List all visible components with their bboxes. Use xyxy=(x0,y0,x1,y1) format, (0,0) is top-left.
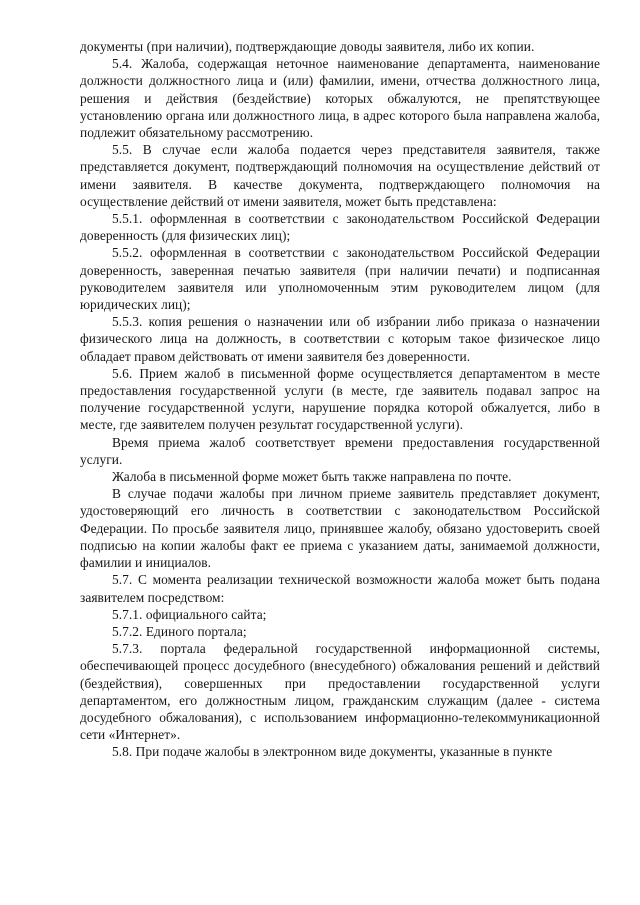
paragraph-postal: Жалоба в письменной форме может быть также направлена по почте. xyxy=(112,469,512,485)
paragraph-5-8: 5.8. При подаче жалобы в электронном виде документы, указанные в пункте xyxy=(112,744,553,760)
paragraph-5-7: 5.7. С момента реализации технической возможности жалоба может быть подана заявителем посредством: xyxy=(80,572,600,605)
document-body xyxy=(80,38,600,761)
paragraph-personal-reception: В случае подачи жалобы при личном приеме заявитель представляет документ, удостоверяющий его личность в соответствии с законодательством Российской Федерации. По просьбе заявителя лицо, принявшее жалобу, обязано удостоверить своей подписью на копии жалобы факт ее приема с указанием даты, занимаемой должности, фамилии и инициалов. xyxy=(80,486,600,571)
paragraph-5-5-1: 5.5.1. оформленная в соответствии с законодательством Российской Федерации доверенность (для физических лиц); xyxy=(80,211,600,244)
paragraph-5-5-2: 5.5.2. оформленная в соответствии с законодательством Российской Федерации доверенность, заверенная печатью заявителя (при наличии печати) и подписанная руководителем заявителя или уполномоченным этим руководителем лицом (для юридических лиц); xyxy=(80,245,600,313)
paragraph-5-4: 5.4. Жалоба, содержащая неточное наименование департамента, наименование должности должностного лица и (или) фамилии, имени, отчества должностного лица, решения и действия (бездействие) которых обжалуются, не препятствующее установлению органа или должностного лица, в адрес которого была направлена жалоба, подлежит обязательному рассмотрению. xyxy=(80,56,600,141)
paragraph-5-7-3: 5.7.3. портала федеральной государственной информационной системы, обеспечивающей процесс досудебного (внесудебного) обжалования решений и действий (бездействия), совершенных при предоставлении государственной услуги департаментом, его должностным лицом, гражданским служащим (далее - система досудебного обжалования), с использованием информационно-телекоммуникационной сети «Интернет». xyxy=(80,641,600,743)
paragraph-continuation: документы (при наличии), подтверждающие доводы заявителя, либо их копии. xyxy=(80,39,535,54)
paragraph-5-7-2: 5.7.2. Единого портала; xyxy=(112,623,247,639)
paragraph-5-5: 5.5. В случае если жалоба подается через представителя заявителя, также представляется документ, подтверждающий полномочия на осуществление действий от имени заявителя. В качестве документа, подтверждающего полномочия на осуществление действий от имени заявителя, может быть представлена: xyxy=(80,142,600,209)
paragraph-reception-time: Время приема жалоб соответствует времени предоставления государственной услуги. xyxy=(80,434,600,467)
paragraph-5-6: 5.6. Прием жалоб в письменной форме осуществляется департаментом в месте предоставления государственной услуги (в месте, где заявитель подавал запрос на получение государственной услуги, нарушение порядка которой обжалуется, либо в месте, где заявителем получен результат государственной услуги). xyxy=(80,365,600,433)
paragraph-5-7-1: 5.7.1. официального сайта; xyxy=(112,606,267,622)
paragraph-5-5-3: 5.5.3. копия решения о назначении или об избрании либо приказа о назначении физического лица на должность, в соответствии с которым такое физическое лицо обладает правом действовать от имени заявителя без доверенности. xyxy=(80,314,600,364)
